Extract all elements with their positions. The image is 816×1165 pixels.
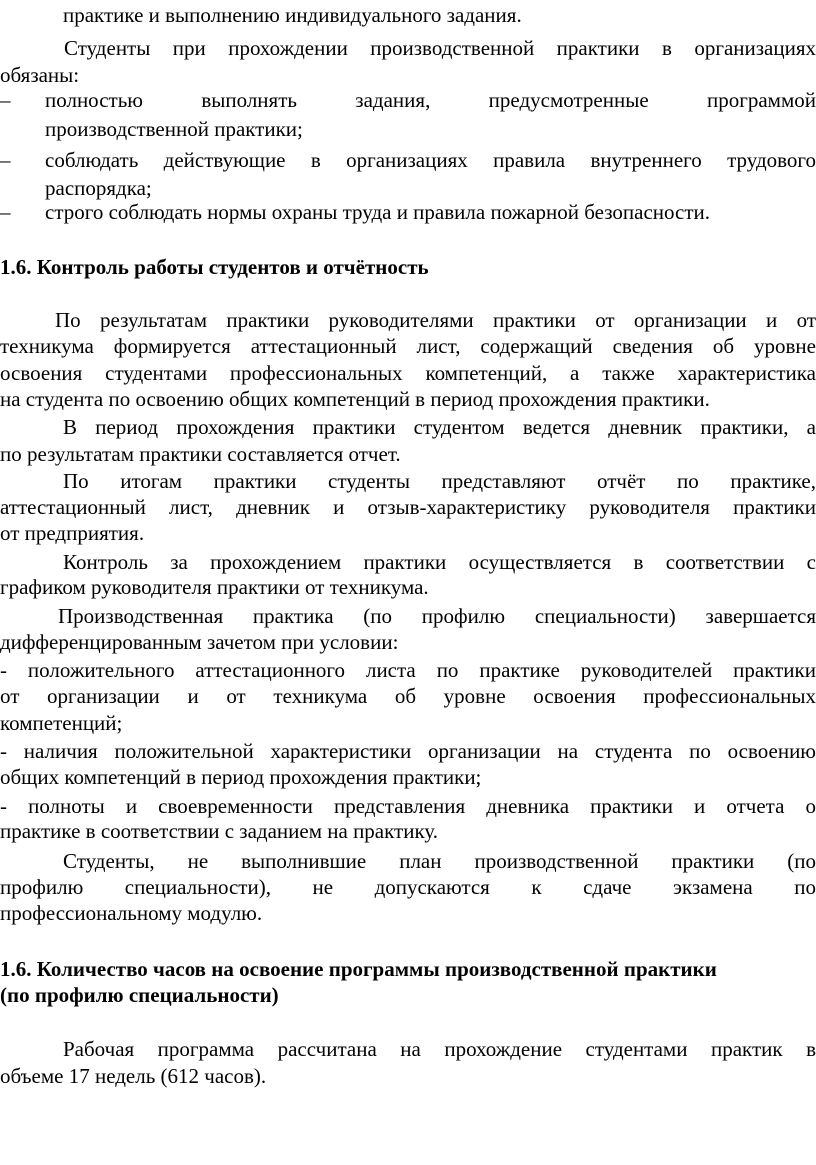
condition-2-line-1: - наличия положительной характеристики организации на студента по освоению (0, 739, 816, 763)
control-p5-line-2: дифференцированным зачетом при условии: (0, 630, 399, 654)
list-dash-icon: – (0, 88, 11, 112)
duty-2-line-1: соблюдать действующие в организациях правила внутреннего трудового (45, 148, 816, 172)
duties-intro-line-1: Студенты при прохождении производственной практики в организациях (64, 36, 816, 60)
condition-3-line-1: - полноты и своевременности представления дневника практики и отчета о (0, 794, 816, 818)
control-p5-line-1: Производственная практика (по профилю специальности) завершается (58, 604, 816, 628)
list-dash-icon: – (0, 148, 11, 172)
control-p6-line-2: профилю специальности), не допускаются к сдаче экзамена по (0, 875, 816, 899)
condition-1-line-2: от организации и от техникума об уровне освоения профессиональных (0, 684, 816, 708)
intro-tail-line: практике и выполнению индивидуального задания. (63, 3, 522, 27)
control-p1-line-4: на студента по освоению общих компетенций в период прохождения практики. (0, 387, 710, 411)
duty-3-line-1: строго соблюдать нормы охраны труда и правила пожарной безопасности. (45, 200, 711, 224)
condition-1-line-1: - положительного аттестационного листа по практике руководителей практики (0, 658, 816, 682)
duty-1-line-2: производственной практики; (45, 117, 303, 141)
section-control-heading: 1.6. Контроль работы студентов и отчётность (0, 255, 429, 279)
control-p6-line-3: профессиональному модулю. (0, 901, 263, 925)
condition-3-line-2: практике в соответствии с заданием на практику. (0, 819, 439, 843)
section-hours-heading-line-2: (по профилю специальности) (0, 983, 279, 1007)
hours-p1-line-1: Рабочая программа рассчитана на прохождение студентами практик в (63, 1037, 816, 1061)
control-p1-line-3: освоения студентами профессиональных компетенций, а также характеристика (0, 361, 816, 385)
control-p3-line-1: По итогам практики студенты представляют отчёт по практике, (63, 469, 816, 493)
section-hours-heading-line-1: 1.6. Количество часов на освоение программы производственной практики (0, 957, 717, 981)
control-p3-line-3: от предприятия. (0, 521, 145, 545)
control-p4-line-2: графиком руководителя практики от техникума. (0, 575, 429, 599)
condition-1-line-3: компетенций; (0, 711, 123, 735)
control-p2-line-2: по результатам практики составляется отчет. (0, 442, 401, 466)
control-p6-line-1: Студенты, не выполнившие план производственной практики (по (63, 849, 816, 873)
control-p3-line-2: аттестационный лист, дневник и отзыв-характеристику руководителя практики (0, 495, 816, 519)
condition-2-line-2: общих компетенций в период прохождения практики; (0, 765, 482, 789)
control-p1-line-1: По результатам практики руководителями практики от организации и от (55, 308, 816, 332)
duty-2-line-2: распорядка; (45, 176, 152, 200)
control-p4-line-1: Контроль за прохождением практики осуществляется в соответствии с (63, 550, 816, 574)
hours-p1-line-2: объеме 17 недель (612 часов). (0, 1064, 267, 1088)
control-p2-line-1: В период прохождения практики студентом ведется дневник практики, а (63, 415, 816, 439)
duties-intro-line-2: обязаны: (0, 63, 80, 87)
control-p1-line-2: техникума формируется аттестационный лист, содержащий сведения об уровне (0, 334, 816, 358)
list-dash-icon: – (0, 200, 11, 224)
duty-1-line-1: полностью выполнять задания, предусмотренные программой (45, 88, 816, 112)
